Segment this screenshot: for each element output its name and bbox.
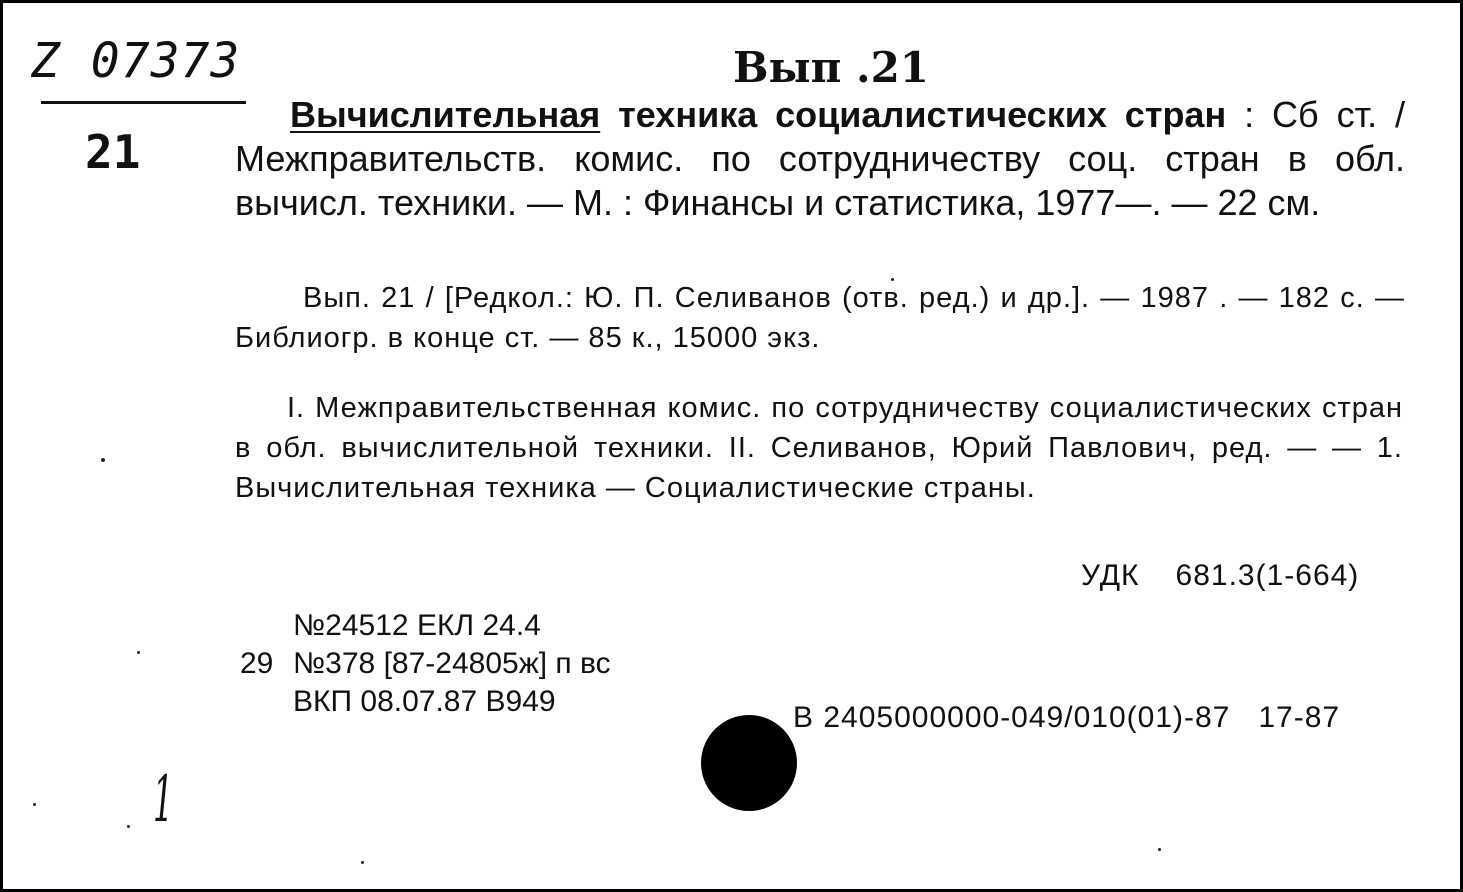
speck xyxy=(891,278,894,281)
call-number: Z 07373 xyxy=(31,33,241,89)
isbn-line xyxy=(793,701,1340,735)
isbn-year: 17-87 xyxy=(1258,701,1341,734)
handwritten-mark: 1 xyxy=(153,763,174,837)
stock-block xyxy=(293,607,611,721)
call-number-underline xyxy=(41,101,246,104)
udk-line xyxy=(1081,559,1359,593)
stock-line-2: №378 [87-24805ж] п вс xyxy=(293,647,611,680)
title-entry xyxy=(235,93,1405,225)
punch-hole xyxy=(701,715,797,811)
title-main xyxy=(290,94,1226,135)
title-body: : Сб ст. / Межправительств. комис. по сотрудничеству соц. стран в обл. вычисл. техники. — М. : Финансы и статистика, 1977—. — 22 см. xyxy=(235,94,1405,223)
issue-heading: Вып .21 xyxy=(733,43,930,92)
stock-line-1: №24512 ЕКЛ 24.4 xyxy=(293,609,541,642)
volume-number-left: 21 xyxy=(85,125,141,179)
volume-description: Вып. 21 / [Редкол.: Ю. П. Селиванов (отв. ред.) и др.]. — 1987 . — 182 с. — Библиогр. в конце ст. — 85 к., 15000 экз. xyxy=(235,282,1405,354)
isbn-code: В 2405000000-049/010(01)-87 xyxy=(793,701,1231,734)
udk-code: 681.3(1-664) xyxy=(1175,559,1360,592)
udk-label: УДК xyxy=(1081,559,1140,592)
title-first-word: Вычислительная xyxy=(290,94,601,135)
speck xyxy=(137,651,140,654)
title-rest: техника социалистических стран xyxy=(600,94,1227,135)
speck xyxy=(127,825,130,828)
speck xyxy=(361,861,364,864)
speck xyxy=(33,803,36,806)
speck xyxy=(1158,848,1161,851)
stock-line-3: ВКП 08.07.87 В949 xyxy=(293,685,556,718)
subject-tracing: I. Межправительственная комис. по сотрудничеству социалистических стран в обл. вычислительной техники. II. Селиванов, Юрий Павлович, ред. — — 1. Вычислительная техника — Социалистические страны. xyxy=(235,392,1403,504)
stock-prefix: 29 xyxy=(240,647,274,680)
speck xyxy=(101,458,105,462)
